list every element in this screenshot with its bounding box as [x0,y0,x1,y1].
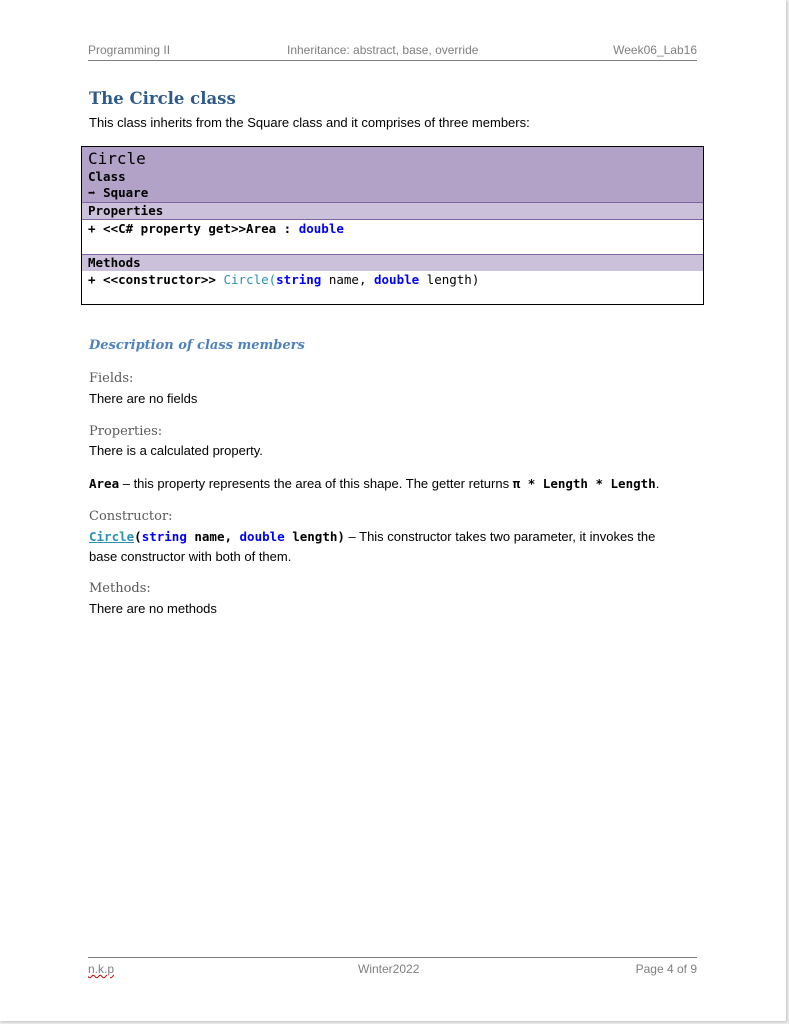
constructor-label: Constructor: [89,509,173,524]
methods-text: There are no methods [89,601,217,616]
area-end: . [655,476,660,491]
uml-properties-body [82,220,703,253]
uml-methods-header [82,254,703,272]
section-title: The Circle class [89,89,236,108]
arrow-right-icon: ➡ [88,185,96,200]
description-heading: Description of class members [89,338,305,353]
uml-property-type: double [298,221,344,236]
properties-text: There is a calculated property. [89,443,263,458]
uml-stereotype: Class [88,169,126,184]
uml-methods-body [82,271,703,304]
uml-parent [88,185,148,200]
constructor-param1-name: name, [186,529,240,544]
area-description [89,476,659,491]
uml-param1-name: name, [321,272,374,287]
uml-class-name: Circle [88,149,146,168]
constructor-open: ( [134,529,142,544]
uml-header [82,147,703,203]
header-week: Week06_Lab16 [613,43,697,57]
area-formula: π * Length * Length [512,476,656,491]
constructor-link[interactable]: Circle [89,529,135,544]
area-text: – this property represents the area of this shape. The getter returns [119,476,513,491]
header-topic: Inheritance: abstract, base, override [287,43,479,57]
intro-text: This class inherits from the Square class and it comprises of three members: [89,115,530,130]
constructor-param2-type: double [239,529,285,544]
uml-properties-header [82,203,703,220]
uml-param2-type: double [374,272,420,287]
uml-param2-name: length) [419,272,480,287]
constructor-description [89,529,655,544]
footer-term: Winter2022 [358,962,420,976]
constructor-param1-type: string [141,529,187,544]
uml-method-name: Circle( [223,272,277,287]
uml-param1-type: string [276,272,322,287]
uml-method-prefix: + <<constructor>> [88,272,224,287]
uml-methods-label: Methods [88,255,141,270]
header-course: Programming II [88,43,171,57]
uml-properties-label: Properties [88,203,164,218]
fields-text: There are no fields [89,391,198,406]
properties-label: Properties: [89,424,163,439]
uml-property-area [88,221,344,236]
footer-author: n.k.p [88,962,115,976]
footer-page-number: Page 4 of 9 [635,962,697,976]
methods-label: Methods: [89,581,151,596]
page-footer [88,957,697,978]
constructor-param2-name: length) [284,529,345,544]
uml-property-signature: + <<C# property get>>Area : [88,221,299,236]
uml-method-constructor [88,272,479,287]
constructor-text: – This constructor takes two parameter, it invokes the [344,529,656,544]
page-header [88,42,697,61]
fields-label: Fields: [89,371,134,386]
area-name: Area [89,476,120,491]
constructor-text-continued: base constructor with both of them. [89,549,292,564]
uml-class-diagram [81,146,704,305]
uml-parent-name: Square [103,185,149,200]
